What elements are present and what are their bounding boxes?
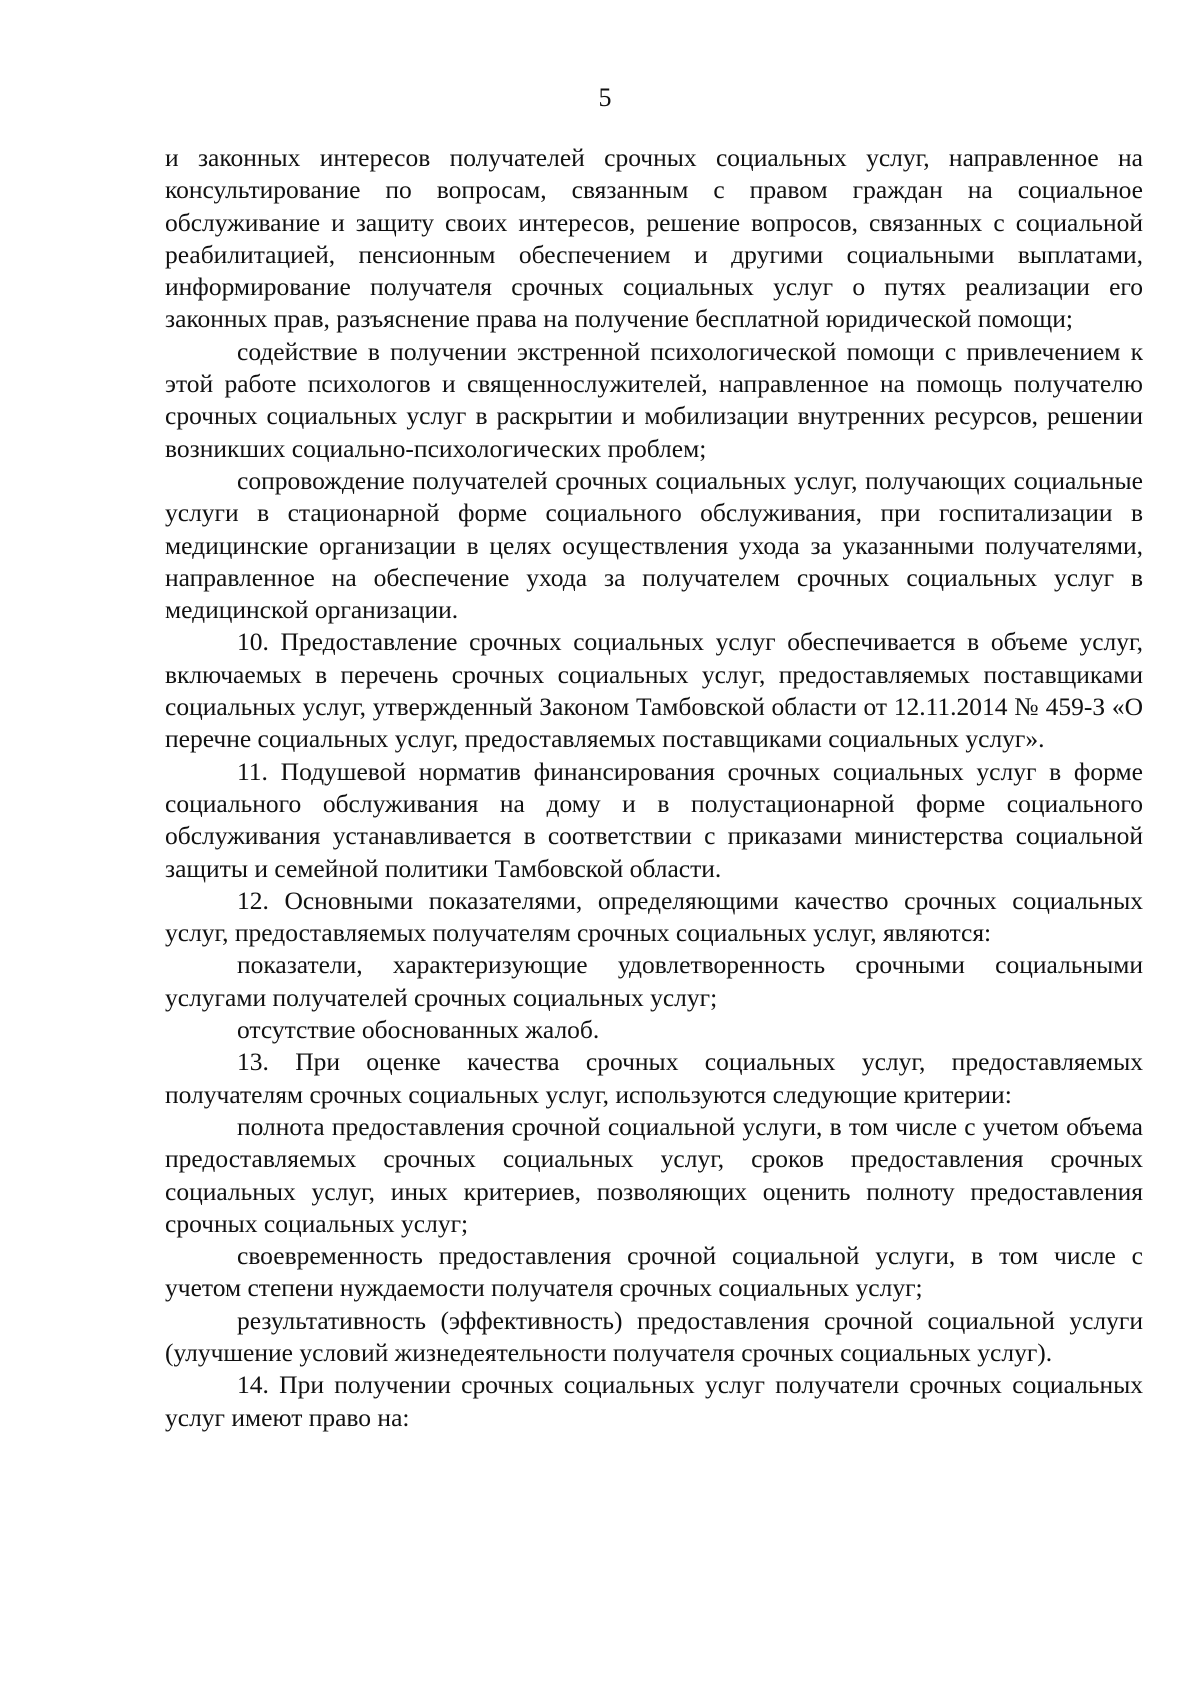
paragraph-no-complaints: отсутствие обоснованных жалоб. <box>237 1015 600 1045</box>
paragraph-legal-consulting: и законных интересов получателей срочных социальных услуг, направленное на консультирование по вопросам, связанным с правом граждан на социальное обслуживание и защиту своих интересов, решение вопросов, связанных с социальной реабилитацией, пенсионным обеспечением и другими социальными выплатами, информирование получателя срочных социальных услуг о путях реализации его законных прав, разъяснение права на получение бесплатной юридической помощи; <box>165 143 1143 334</box>
paragraph-clause-11: 11. Подушевой норматив финансирования срочных социальных услуг в форме социального обслуживания на дому и в полустационарной форме социального обслуживания устанавливается в соответствии с приказами министерства социальной защиты и семейной политики Тамбовской области. <box>165 756 1143 883</box>
paragraph-psychological-help: содействие в получении экстренной психологической помощи с привлечением к этой работе психологов и священнослужителей, направленное на помощь получателю срочных социальных услуг в раскрытии и мобилизации внутренних ресурсов, решении возникших социально-психологических проблем; <box>165 336 1143 463</box>
paragraph-clause-10: 10. Предоставление срочных социальных услуг обеспечивается в объеме услуг, включаемых в перечень срочных социальных услуг, предоставляемых поставщиками социальных услуг, утвержденный Законом Тамбовской области от 12.11.2014 № 459-З «О перечне социальных услуг, предоставляемых поставщиками социальных услуг». <box>165 627 1143 754</box>
paragraph-hospital-escort: сопровождение получателей срочных социальных услуг, получающих социальные услуги в стационарной форме социального обслуживания, при госпитализации в медицинские организации в целях осуществления ухода за указанными получателями, направленное на обеспечение ухода за получателем срочных социальных услуг в медицинской организации. <box>165 465 1143 625</box>
page-number: 5 <box>598 83 612 112</box>
paragraph-completeness-criterion: полнота предоставления срочной социальной услуги, в том числе с учетом объема предоставляемых срочных социальных услуг, сроков предоставления срочных социальных услуг, иных критериев, позволяющих оценить полноту предоставления срочных социальных услуг; <box>165 1111 1143 1238</box>
paragraph-clause-14: 14. При получении срочных социальных услуг получатели срочных социальных услуг имеют право на: <box>165 1370 1143 1432</box>
paragraph-clause-13: 13. При оценке качества срочных социальных услуг, предоставляемых получателям срочных социальных услуг, используются следующие критерии: <box>165 1047 1143 1109</box>
paragraph-timeliness-criterion: своевременность предоставления срочной социальной услуги, в том числе с учетом степени нуждаемости получателя срочных социальных услуг; <box>165 1241 1143 1303</box>
paragraph-effectiveness-criterion: результативность (эффективность) предоставления срочной социальной услуги (улучшение условий жизнедеятельности получателя срочных социальных услуг). <box>165 1305 1143 1367</box>
paragraph-satisfaction-indicators: показатели, характеризующие удовлетворенность срочными социальными услугами получателей срочных социальных услуг; <box>165 950 1143 1012</box>
document-body <box>165 142 1143 1434</box>
paragraph-clause-12: 12. Основными показателями, определяющими качество срочных социальных услуг, предоставляемых получателям срочных социальных услуг, являются: <box>165 885 1143 948</box>
